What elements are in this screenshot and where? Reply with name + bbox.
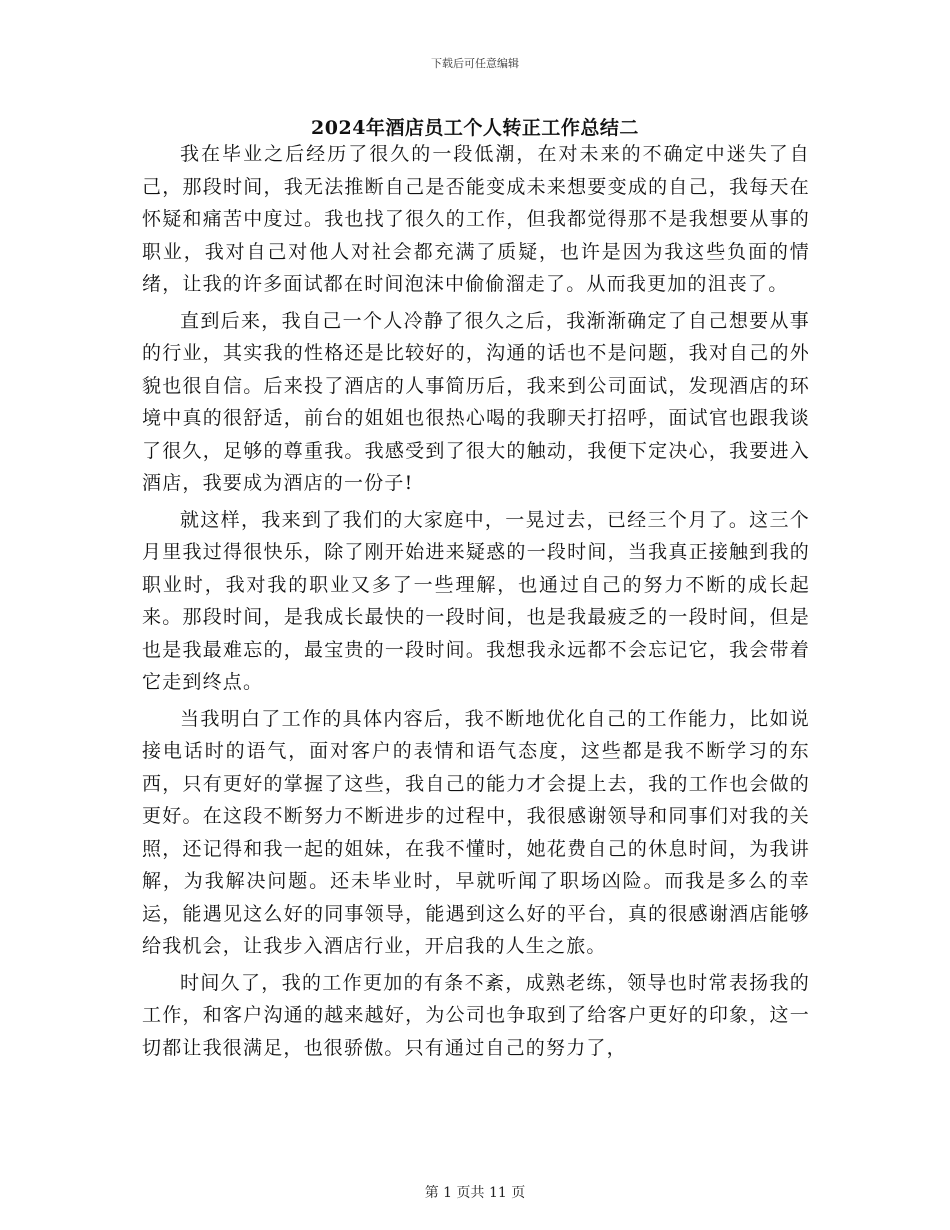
header-note: 下载后可任意编辑 bbox=[431, 57, 519, 70]
paragraph-4: 当我明白了工作的具体内容后，我不断地优化自己的工作能力，比如说接电话时的语气，面对客户的表情和语气态度，这些都是我不断学习的东西，只有更好的掌握了这些，我自己的能力才会提上去，我的工作也会做的更好。在这段不断努力不断进步的过程中，我很感谢领导和同事们对我的关照，还记得和我一起的姐妹，在我不懂时，她花费自己的休息时间，为我讲解，为我解决问题。还未毕业时，早就听闻了职场凶险。而我是多么的幸运，能遇见这么好的同事领导，能遇到这么好的平台，真的很感谢酒店能够给我机会，让我步入酒店行业，开启我的人生之旅。 bbox=[142, 707, 810, 957]
document-title: 2024年酒店员工个人转正工作总结二 bbox=[311, 117, 639, 139]
document-body bbox=[142, 138, 810, 1064]
paragraph-5: 时间久了，我的工作更加的有条不紊，成熟老练，领导也时常表扬我的工作，和客户沟通的越来越好，为公司也争取到了给客户更好的印象，这一切都让我很满足，也很骄傲。只有通过自己的努力了， bbox=[142, 971, 810, 1059]
paragraph-3: 就这样，我来到了我们的大家庭中，一晃过去，已经三个月了。这三个月里我过得很快乐，除了刚开始进来疑惑的一段时间，当我真正接触到我的职业时，我对我的职业又多了一些理解，也通过自己的努力不断的成长起来。那段时间，是我成长最快的一段时间，也是我最疲乏的一段时间，但是也是我最难忘的，最宝贵的一段时间。我想我永远都不会忘记它，我会带着它走到终点。 bbox=[142, 508, 810, 693]
paragraph-2: 直到后来，我自己一个人冷静了很久之后，我渐渐确定了自己想要从事的行业，其实我的性格还是比较好的，沟通的话也不是问题，我对自己的外貌也很自信。后来投了酒店的人事简历后，我来到公司面试，发现酒店的环境中真的很舒适，前台的姐姐也很热心喝的我聊天打招呼，面试官也跟我谈了很久，足够的尊重我。我感受到了很大的触动，我便下定决心，我要进入酒店，我要成为酒店的一份子! bbox=[142, 309, 810, 494]
paragraph-1: 我在毕业之后经历了很久的一段低潮，在对未来的不确定中迷失了自己，那段时间，我无法推断自己是否能变成未来想要变成的自己，我每天在怀疑和痛苦中度过。我也找了很久的工作，但我都觉得那不是我想要从事的职业，我对自己对他人对社会都充满了质疑，也许是因为我这些负面的情绪，让我的许多面试都在时间泡沫中偷偷溜走了。从而我更加的沮丧了。 bbox=[142, 143, 810, 295]
page-number-footer: 第 1 页共 11 页 bbox=[424, 1185, 526, 1201]
